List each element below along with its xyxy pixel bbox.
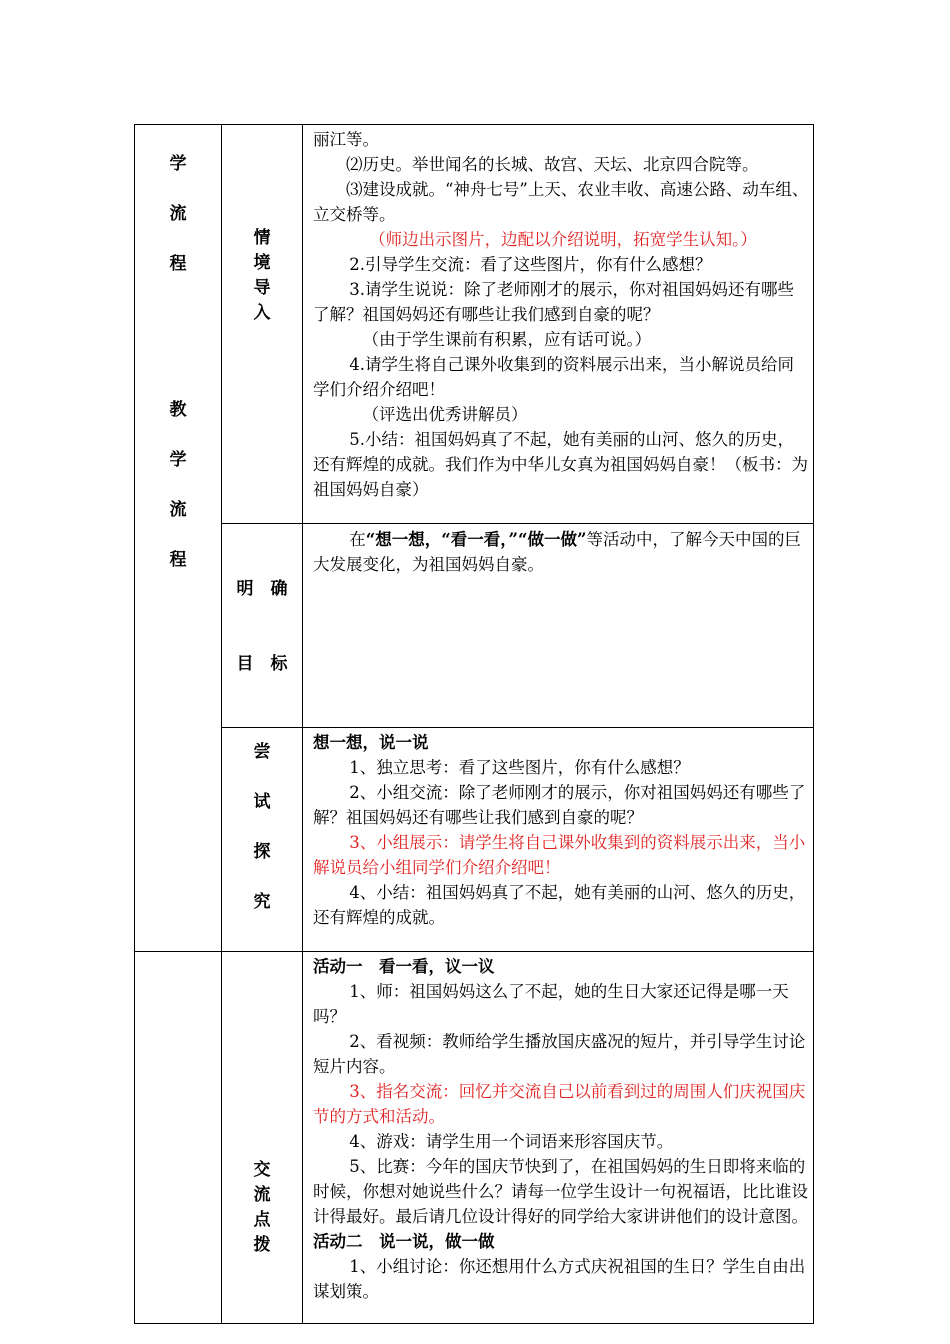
note-line: （评选出优秀讲解员）: [362, 405, 528, 424]
left-label-char: 学: [169, 154, 187, 174]
explore-heading: 想一想，说一说: [313, 733, 429, 752]
left-label-char: 程: [169, 550, 187, 570]
activity-item: 2、看视频：教师给学生播放国庆盛况的短片，并引导学生讨论短片内容。: [313, 1032, 806, 1076]
activity-item: 4、游戏：请学生用一个词语来形容国庆节。: [349, 1132, 674, 1151]
activity-one-heading: 活动一 看一看，议一议: [313, 957, 495, 976]
text-line: ⑶建设成就。“神舟七号”上天、农业丰收、高速公路、动车组、立交桥等。: [313, 180, 809, 224]
situation-content: [303, 125, 813, 502]
situation-label-cell: [222, 125, 303, 524]
goal-text: 在: [349, 530, 366, 549]
activity-item: 1、小组讨论：你还想用什么方式庆祝祖国的生日？学生自由出谋划策。: [313, 1257, 806, 1301]
explore-item: 1、独立思考：看了这些图片，你有什么感想？: [349, 758, 690, 777]
explore-item-highlight: 3、小组展示：请学生将自己课外收集到的资料展示出来，当小解说员给小组同学们介绍介绍吧！: [313, 833, 806, 877]
left-label-char: 程: [169, 254, 187, 274]
goal-content: [303, 524, 813, 577]
label-char: 流: [253, 1185, 271, 1205]
label-char: 点: [253, 1210, 271, 1230]
highlight-note: （师边出示图片，边配以介绍说明，拓宽学生认知。）: [369, 230, 757, 249]
exchange-label-cell: [222, 952, 303, 1324]
exchange-content-cell: [303, 952, 814, 1324]
lesson-plan-table: [134, 124, 814, 1324]
explore-item: 4、小结：祖国妈妈真了不起，她有美丽的山河、悠久的历史，还有辉煌的成就。: [313, 883, 806, 927]
left-column-cell: [135, 125, 222, 952]
text-line: ⑵历史。举世闻名的长城、故宫、天坛、北京四合院等。: [346, 155, 759, 174]
left-column-empty-cell: [135, 952, 222, 1324]
activity-item-highlight: 3、指名交流：回忆并交流自己以前看到过的周围人们庆祝国庆节的方式和活动。: [313, 1082, 806, 1126]
explore-item: 2、小组交流：除了老师刚才的展示，你对祖国妈妈还有哪些了解？祖国妈妈还有哪些让我们感到自豪的呢？: [313, 783, 806, 827]
label-char: 入: [253, 303, 271, 323]
label-char: 试: [253, 792, 271, 812]
label-char: 拨: [253, 1235, 271, 1255]
activity-item: 5、比赛：今年的国庆节快到了，在祖国妈妈的生日即将来临的时候，你想对她说些什么？请每一位学生设计一句祝福语，比比谁设计得最好。最后请几位设计得好的同学给大家讲讲他们的设计意图。: [313, 1157, 808, 1226]
text-line: 5.小结：祖国妈妈真了不起，她有美丽的山河、悠久的历史，还有辉煌的成就。我们作为中华儿女真为祖国妈妈自豪！（板书：为祖国妈妈自豪）: [313, 430, 808, 499]
goal-text: 等活动中，了解今天中国的巨大发展变化，为祖国妈妈自豪。: [313, 530, 802, 574]
goal-label: [222, 524, 302, 727]
explore-content-cell: [303, 728, 814, 952]
left-label-char: 教: [169, 400, 187, 420]
row-situation: [135, 125, 814, 524]
explore-label-cell: [222, 728, 303, 952]
label-char: 境: [253, 253, 271, 273]
label-char: 探: [253, 842, 271, 862]
text-line: 2.引导学生交流：看了这些图片，你有什么感想？: [349, 255, 712, 274]
goal-content-cell: [303, 524, 814, 728]
row-explore: [135, 728, 814, 952]
left-label-top: [135, 125, 221, 299]
left-label-char: 流: [169, 500, 187, 520]
left-label-char: 学: [169, 450, 187, 470]
exchange-content: [303, 952, 813, 1304]
text-line: 4.请学生将自己课外收集到的资料展示出来，当小解说员给同学们介绍介绍吧！: [313, 355, 795, 399]
text-line: 丽江等。: [313, 130, 379, 149]
row-exchange: [135, 952, 814, 1324]
label-char: 情: [253, 228, 271, 248]
label-char: 究: [253, 892, 271, 912]
explore-content: [303, 728, 813, 930]
left-label-char: 流: [169, 204, 187, 224]
goal-label-cell: [222, 524, 303, 728]
situation-label: [222, 125, 302, 326]
left-label-bottom: [135, 299, 221, 595]
label-char: 尝: [253, 742, 271, 762]
label-line: 目 标: [236, 654, 288, 674]
activity-item: 1、师：祖国妈妈这么了不起，她的生日大家还记得是哪一天吗？: [313, 982, 789, 1026]
situation-content-cell: [303, 125, 814, 524]
label-char: 导: [253, 278, 271, 298]
text-line: 3.请学生说说：除了老师刚才的展示，你对祖国妈妈还有哪些了解？祖国妈妈还有哪些让我们感到自豪的呢？: [313, 280, 795, 324]
exchange-label: [222, 952, 302, 1258]
note-line: （由于学生课前有积累，应有话可说。）: [362, 330, 652, 349]
activity-two-heading: 活动二 说一说，做一做: [313, 1232, 495, 1251]
label-line: 明 确: [236, 579, 288, 599]
row-goal: [135, 524, 814, 728]
label-char: 交: [253, 1160, 271, 1180]
explore-label: [222, 728, 302, 937]
goal-activities: “想一想，“看一看，”“做一做”: [365, 530, 587, 549]
